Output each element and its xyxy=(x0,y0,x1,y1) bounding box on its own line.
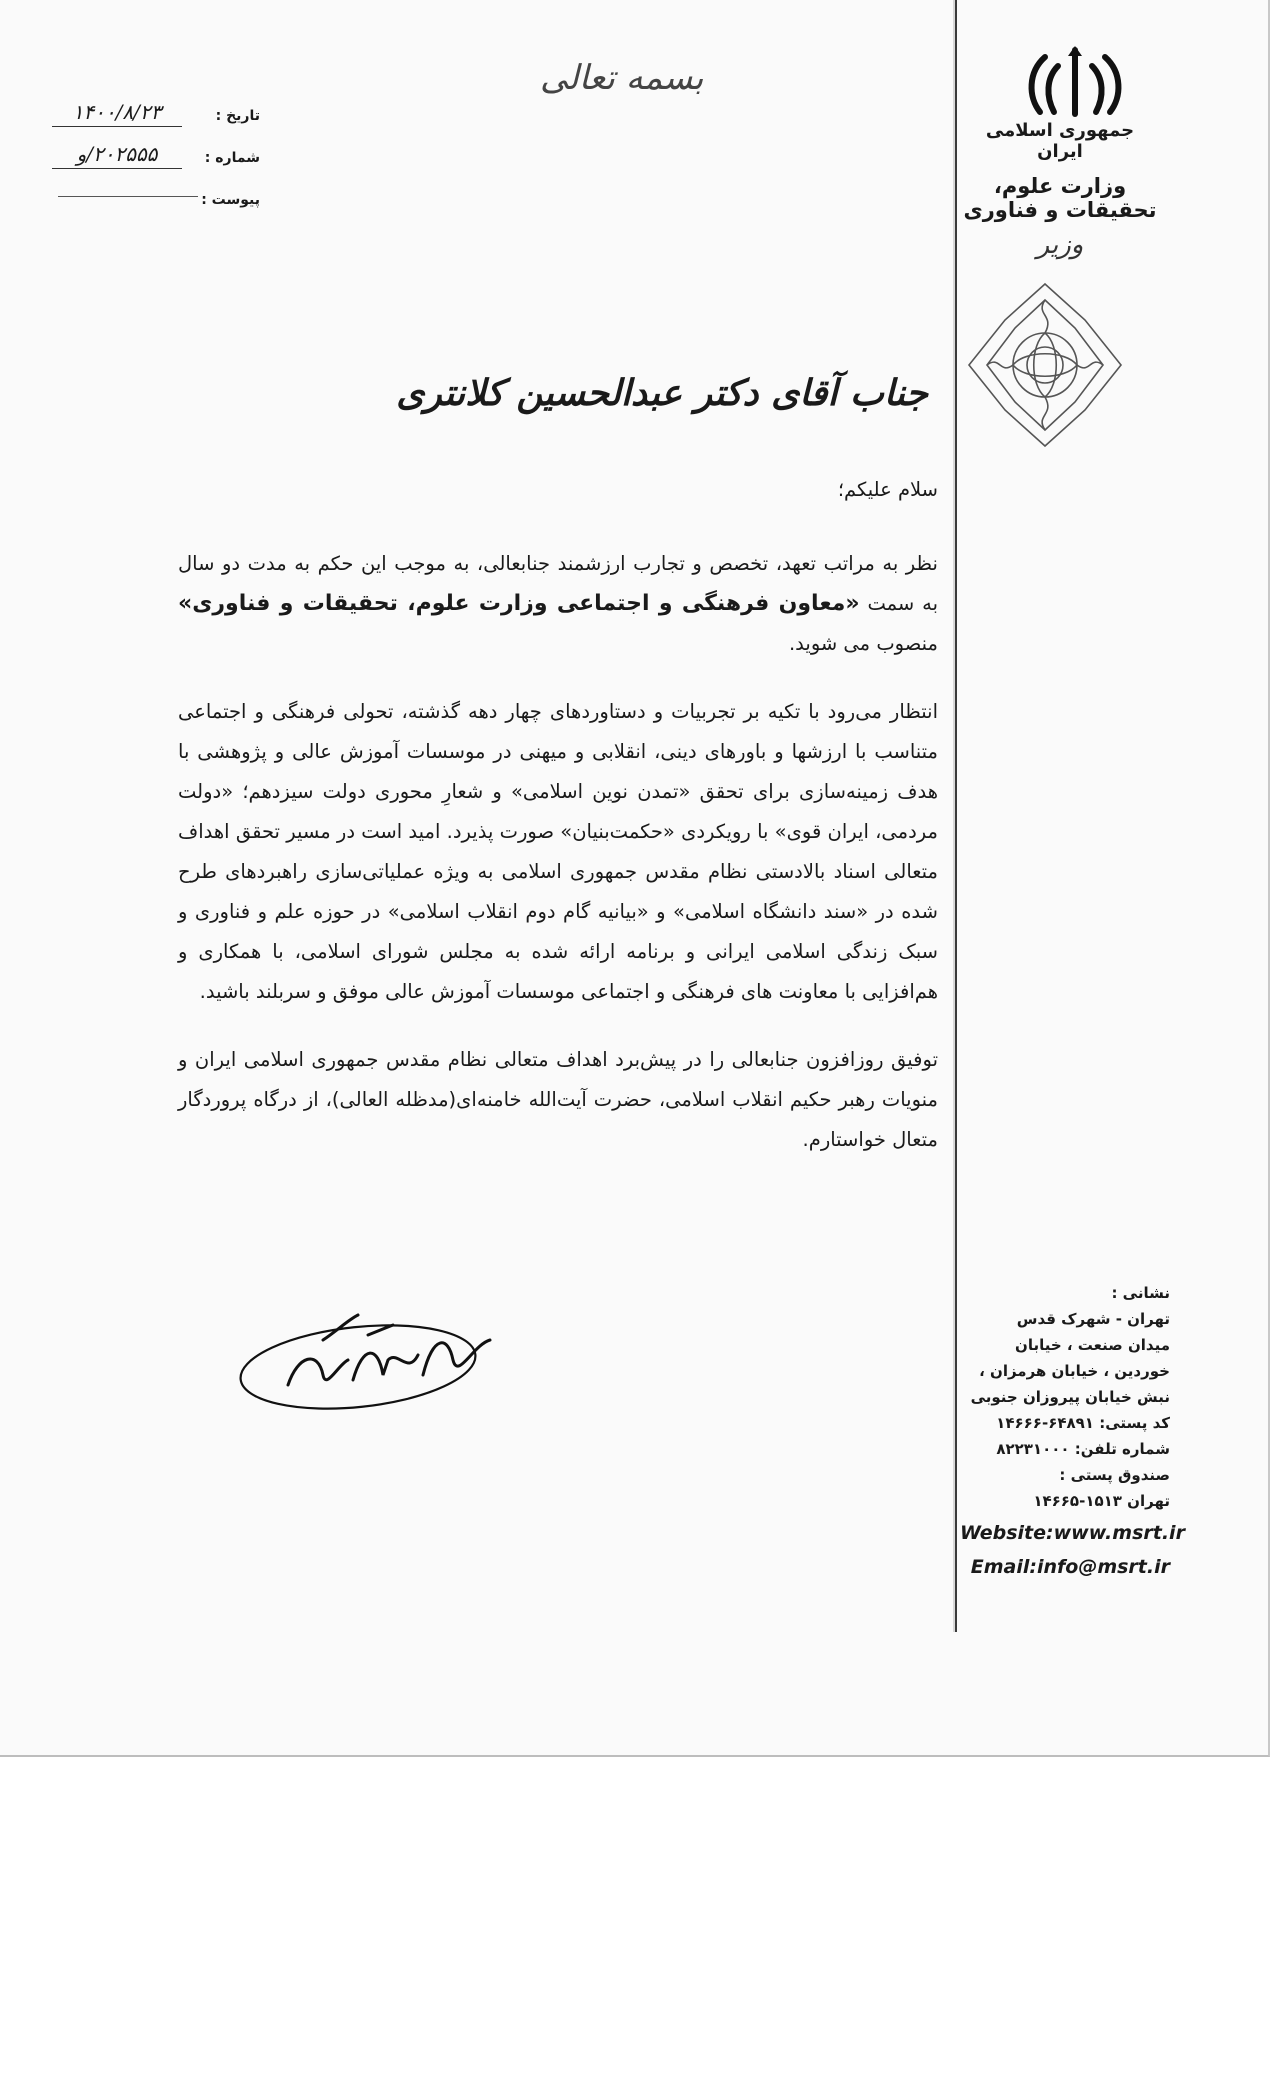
appointment-text-end: منصوب می شوید. xyxy=(788,632,938,655)
letterhead xyxy=(960,120,1160,260)
iran-emblem-icon xyxy=(1020,42,1130,122)
address-line: تهران - شهرک قدس xyxy=(1016,1310,1170,1328)
postal-code: کد پستی: ۶۴۸۹۱-۱۴۶۶۶ xyxy=(996,1414,1170,1432)
po-box: تهران ۱۵۱۳-۱۴۶۶۵ xyxy=(1033,1492,1170,1510)
greeting: سلام علیکم؛ xyxy=(837,478,938,501)
date-label: تاریخ : xyxy=(215,108,260,124)
number-label: شماره : xyxy=(204,150,260,166)
letter-meta xyxy=(60,100,260,226)
paragraph-appointment xyxy=(178,544,938,664)
margin-rule xyxy=(955,0,957,1632)
website-link[interactable]: Website:www.msrt.ir xyxy=(960,1522,1185,1544)
arabesque-ornament-icon xyxy=(965,280,1125,450)
appointment-text-start: نظر به مراتب تعهد، تخصص و تجارب ارزشمند جنابعالی، به موجب این حکم به مدت دو سال به سمت xyxy=(178,552,938,615)
letter-body xyxy=(178,470,938,1188)
bismillah-heading: بسمه تعالی xyxy=(540,58,704,98)
handwritten-signature xyxy=(228,1305,518,1415)
attachment-label: پیوست : xyxy=(201,192,260,208)
phone-number: شماره تلفن: ۸۲۲۳۱۰۰۰ xyxy=(996,1440,1170,1458)
address-line: میدان صنعت ، خیابان xyxy=(1015,1336,1170,1354)
attachment-blank-line xyxy=(58,196,198,197)
paragraph-closing: توفیق روزافزون جنابعالی را در پیش‌برد اهداف متعالی نظام مقدس جمهوری اسلامی ایران و منویات رهبر حکیم انقلاب اسلامی، حضرت آیت‌الله خامنه‌ای(مدظله العالی)، از درگاه پروردگار متعال خواستارم. xyxy=(178,1048,938,1151)
email-link[interactable]: Email:info@msrt.ir xyxy=(970,1556,1170,1578)
recipient-name: جناب آقای دکتر عبدالحسین کلانتری xyxy=(396,372,928,414)
minister-title: وزیر xyxy=(1036,230,1084,260)
ministry-name: وزارت علوم، تحقیقات و فناوری xyxy=(963,174,1157,222)
appointment-position: «معاون فرهنگی و اجتماعی وزارت علوم، تحقیقات و فناوری» xyxy=(178,591,860,616)
attachment-row xyxy=(60,184,260,226)
date-value: ۱۴۰۰/۸/۲۳ xyxy=(52,100,182,127)
po-box-label: صندوق پستی : xyxy=(1059,1466,1170,1484)
address-line: خوردین ، خیابان هرمزان ، xyxy=(979,1362,1170,1380)
address-line: نبش خیابان پیروزان جنوبی xyxy=(970,1388,1170,1406)
address-label: نشانی : xyxy=(1111,1284,1170,1302)
number-row xyxy=(60,142,260,184)
paragraph-expectations: انتظار می‌رود با تکیه بر تجربیات و دستاوردهای چهار دهه گذشته، تحولی فرهنگی و اجتماعی متناسب با ارزشها و باورهای دینی، انقلابی و میهنی در موسسات آموزش عالی و پژوهشی با هدف زمینه‌سازی برای تحقق «تمدن نوین اسلامی» و شعارِ محوری دولت سیزدهم؛ «دولت مردمی، ایران قوی» با رویکردی «حکمت‌بنیان» صورت پذیرد. امید است در مسیر تحقق اهداف متعالی اسناد بالادستی نظام مقدس جمهوری اسلامی به ویژه عملیاتی‌سازی راهبردهای طرح شده در «سند دانشگاه اسلامی» و «بیانیه گام دوم انقلاب اسلامی» در حوزه علم و فناوری و سبک زندگی اسلامی ایرانی و برنامه ارائه شده به مجلس شورای اسلامی، با همکاری و هم‌افزایی با معاونت های فرهنگی و اجتماعی موسسات آموزش عالی موفق و سربلند باشید. xyxy=(178,700,938,1003)
country-name: جمهوری اسلامی ایران xyxy=(985,120,1135,162)
number-value: ۲۰۲۵۵۵/و xyxy=(52,142,182,169)
ministry-address xyxy=(960,1280,1185,1582)
date-row xyxy=(60,100,260,142)
